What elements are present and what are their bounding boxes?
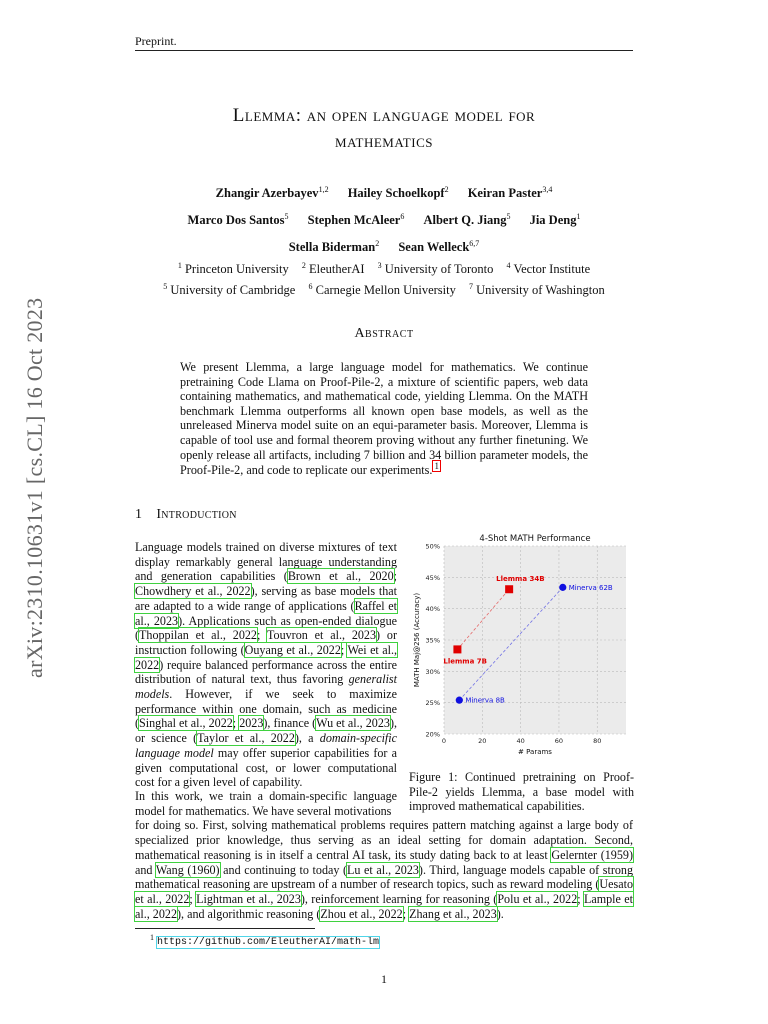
section-heading xyxy=(135,507,237,523)
x-tick-label: 40 xyxy=(516,737,525,745)
intro-paragraph-1 xyxy=(135,540,397,790)
abstract-text: We present Llemma, a large language model for mathematics. We continue pretraining Code Llama on Proof-Pile-2, a mixture of scientific papers, web data containing mathematics, and mathematical code, yielding Llemma. On the MATH benchmark Llemma outperforms all known open base models, as well as the unreleased Minerva model suite on an equi-parameter basis. Moreover, Llemma is capable of tool use and formal theorem proving without any further finetuning. We openly release all artifacts, including 7 billion and 34 billion parameter models, the Proof-Pile-2, and code to replicate our experiments. xyxy=(180,360,588,478)
body-text: ), serving as base models that are adapted to a wide range of applications ( xyxy=(135,584,397,613)
author: Keiran Paster$^{3,4}$ xyxy=(467,185,553,201)
affiliation: $^1$ Princeton University xyxy=(177,261,289,277)
y-tick-label: 20% xyxy=(425,730,440,739)
footnote-mark: 1 xyxy=(150,933,154,942)
author-row xyxy=(135,205,633,232)
y-tick-label: 25% xyxy=(425,699,440,708)
data-label: Minerva 62B xyxy=(568,583,613,592)
x-axis-label: # Params xyxy=(518,748,552,756)
citation-link[interactable]: Wu et al., 2023 xyxy=(316,716,390,731)
body-text: ). Third, language models capable of strong mathematical reasoning are upstream of a number of research topics, such as reward modeling ( xyxy=(135,862,633,892)
body-text: Language models trained on diverse mixtures of text display remarkably general language understanding and generation capabilities ( xyxy=(135,540,397,584)
citation-link[interactable]: Raffel et al., 2023 xyxy=(135,598,398,628)
paper-title xyxy=(135,103,633,155)
body-text: ; xyxy=(577,891,584,906)
y-axis-label: MATH Maj@256 (Accuracy) xyxy=(413,592,421,688)
affiliation: $^3$ University of Toronto xyxy=(377,261,494,277)
citation-link[interactable]: Lample et al., 2022 xyxy=(135,891,633,921)
citation-link[interactable]: 2023 xyxy=(239,716,264,731)
data-point xyxy=(505,585,513,593)
footnote-link[interactable]: 1 xyxy=(434,461,439,472)
author: Marco Dos Santos$^5$ xyxy=(187,212,289,228)
abstract-body xyxy=(180,360,588,478)
citation-link[interactable]: Wei et al., 2022 xyxy=(135,642,397,672)
data-point xyxy=(559,584,566,591)
author: Zhangir Azerbayev$^{1,2}$ xyxy=(215,185,329,201)
header-rule xyxy=(135,50,633,51)
title-line-1: Llemma: an open language model for xyxy=(232,105,536,126)
y-tick-label: 40% xyxy=(425,605,440,614)
x-tick-label: 60 xyxy=(554,737,564,745)
affiliation: $^7$ University of Washington xyxy=(468,282,605,298)
author-list xyxy=(135,178,633,259)
data-point xyxy=(453,645,461,653)
section-number: 1 xyxy=(135,507,143,522)
body-text: ; xyxy=(340,642,348,657)
data-label: Llemma 7B xyxy=(443,657,487,666)
citation-link[interactable]: Thoppilan et al., 2022 xyxy=(139,628,257,643)
figure-caption: Figure 1: Continued pretraining on Proof-Pile-2 yields Llemma, a base model with improved mathematical capabilities. xyxy=(409,770,634,814)
body-text: In this work, we train a domain-specific language model for mathematics. We have several motivations xyxy=(135,789,397,818)
x-tick-label: 80 xyxy=(593,737,602,745)
citation-link[interactable]: Singhal et al., 2022 xyxy=(139,716,233,731)
data-label: Minerva 8B xyxy=(465,696,505,705)
citation-link[interactable]: Ouyang et al., 2022 xyxy=(244,642,341,657)
y-tick-label: 30% xyxy=(425,667,440,676)
citation-link[interactable]: Chowdhery et al., 2022 xyxy=(135,584,251,599)
chart-title: 4-Shot MATH Performance xyxy=(479,534,591,544)
citation-link[interactable]: Uesato et al., 2022 xyxy=(135,877,633,906)
abstract-heading: Abstract xyxy=(354,326,414,341)
math-performance-chart xyxy=(408,530,636,760)
body-text: may offer superior capabilities for a given computational cost, or lower computational cost for a given level of capability. xyxy=(135,745,397,790)
body-text: ), a xyxy=(294,731,320,746)
affiliation-row xyxy=(135,257,633,278)
data-label: Llemma 34B xyxy=(496,575,545,584)
body-text: ) require balanced performance across the entire distribution of natural text, thus favoring xyxy=(135,657,397,687)
author: Albert Q. Jiang$^5$ xyxy=(423,212,511,228)
title-line-2: mathematics xyxy=(335,131,433,152)
author: Stella Biderman$^2$ xyxy=(288,239,380,255)
y-tick-label: 45% xyxy=(425,573,440,582)
affiliation: $^4$ Vector Institute xyxy=(506,261,591,277)
body-text: ), reinforcement learning for reasoning ( xyxy=(300,891,498,906)
author-row xyxy=(135,232,633,259)
body-text: ; xyxy=(393,569,398,584)
body-text: ). xyxy=(496,906,504,921)
body-text: for doing so. First, solving mathematical problems requires pattern matching against a large body of specialized prior knowledge, thus serving as an ideal setting for domain adaptation. Second, mathematical reasoning is in itself a central AI task, its study dating back to at least xyxy=(135,818,633,862)
y-tick-label: 35% xyxy=(425,636,440,645)
affiliation: $^5$ University of Cambridge xyxy=(163,282,296,298)
page-number: 1 xyxy=(381,972,387,986)
x-tick-label: 0 xyxy=(441,737,447,745)
author: Hailey Schoelkopf$^2$ xyxy=(347,185,449,201)
footnote-rule xyxy=(135,928,315,929)
body-text: ; xyxy=(402,906,410,921)
plot-area xyxy=(444,546,626,734)
body-text: ; xyxy=(189,891,197,906)
footnote-url-link[interactable]: https://github.com/EleutherAI/math-lm xyxy=(157,937,380,949)
citation-link[interactable]: Polu et al., 2022 xyxy=(497,891,578,906)
x-tick-label: 20 xyxy=(478,737,487,745)
citation-link[interactable]: Taylor et al., 2022 xyxy=(197,731,295,746)
data-point xyxy=(456,697,463,704)
citation-link[interactable]: Zhang et al., 2023 xyxy=(409,906,497,921)
arxiv-side-identifier: arXiv:2310.10631v1 [cs.CL] 16 Oct 2023 xyxy=(22,297,47,678)
body-text: ), or science ( xyxy=(135,716,397,746)
affiliation: $^6$ Carnegie Mellon University xyxy=(308,282,456,298)
body-text: ) or instruction following ( xyxy=(135,628,397,657)
citation-link[interactable]: Wang (1960) xyxy=(155,862,220,877)
body-text: ). Applications such as open-ended dialogue ( xyxy=(135,613,397,643)
body-text: ; xyxy=(256,628,267,643)
y-tick-label: 50% xyxy=(425,542,440,551)
header-label: Preprint. xyxy=(135,34,177,48)
affiliation: $^2$ EleutherAI xyxy=(301,261,365,277)
citation-link[interactable]: Zhou et al., 2022 xyxy=(320,906,403,921)
footnote xyxy=(150,933,379,948)
body-text: ), finance ( xyxy=(263,716,317,731)
body-text: and continuing to today ( xyxy=(219,862,348,877)
affiliation-list xyxy=(135,257,633,299)
emphasis-text: domain-specific language model xyxy=(135,731,398,760)
citation-link[interactable]: Lightman et al., 2023 xyxy=(196,891,301,906)
emphasis-text: generalist models xyxy=(135,672,397,702)
body-text: . However, if we seek to maximize performance within one domain, such as medicine ( xyxy=(135,687,397,731)
citation-link[interactable]: Lu et al., 2023 xyxy=(347,862,419,877)
citation-link[interactable]: Touvron et al., 2023 xyxy=(266,628,377,643)
author-row xyxy=(135,178,633,205)
body-text: ), and algorithmic reasoning ( xyxy=(177,906,321,921)
author: Sean Welleck$^{6,7}$ xyxy=(398,239,480,255)
body-text: ; xyxy=(232,716,240,731)
citation-link[interactable]: Brown et al., 2020 xyxy=(287,569,394,584)
author: Stephen McAleer$^6$ xyxy=(307,212,405,228)
body-text: and xyxy=(135,862,156,877)
author: Jia Deng$^1$ xyxy=(529,212,581,228)
affiliation-row xyxy=(135,278,633,299)
section-title: Introduction xyxy=(156,507,237,522)
citation-link[interactable]: Gelernter (1959) xyxy=(551,847,633,862)
